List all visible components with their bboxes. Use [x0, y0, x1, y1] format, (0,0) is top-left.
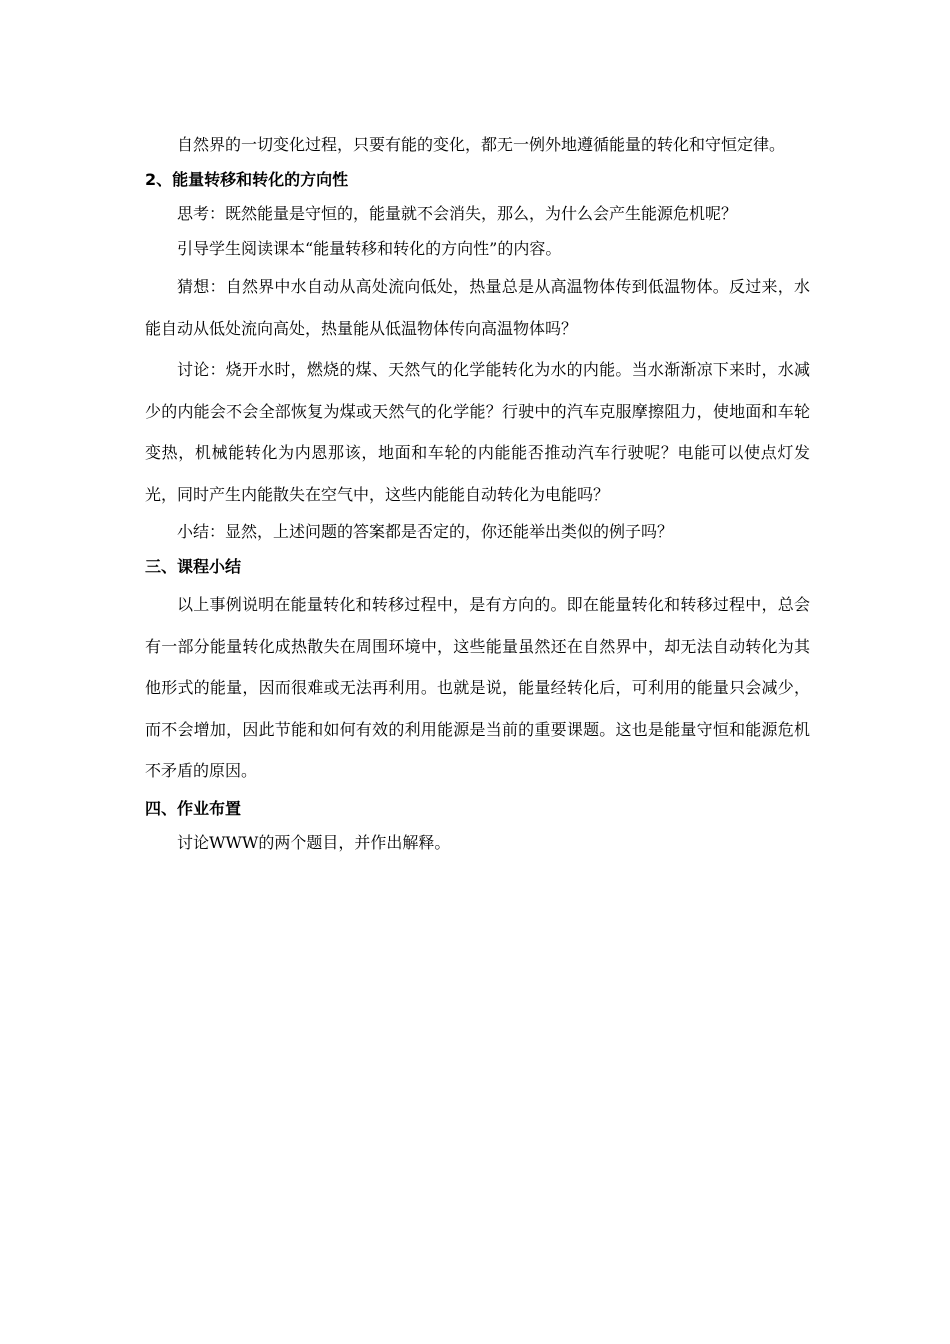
paragraph-homework: 讨论WWW的两个题目，并作出解释。 — [177, 833, 451, 852]
section-heading-course-summary: 三、课程小结 — [145, 556, 242, 576]
paragraph-summary-note: 小结：显然，上述问题的答案都是否定的，你还能举出类似的例子吗？ — [177, 522, 674, 541]
paragraph-course-summary: 以上事例说明在能量转化和转移过程中，是有方向的。即在能量转化和转移过程中，总会有一部分能量转化成热散失在周围环境中，这些能量虽然还在自然界中，却无法自动转化为其他形式的能量，因而很难或无法再利用。也就是说，能量经转化后，可利用的能量只会减少，而不会增加，因此节能和如何有效的利用能源是当前的重要课题。这也是能量守恒和能源危机不矛盾的原因。 — [145, 595, 810, 780]
paragraph-energy-conservation: 自然界的一切变化过程，只要有能的变化，都无一例外地遵循能量的转化和守恒定律。 — [177, 135, 786, 154]
paragraph-guide-reading: 引导学生阅读课本“能量转移和转化的方向性”的内容。 — [177, 238, 562, 258]
document-body — [145, 128, 810, 861]
section-heading-homework: 四、作业布置 — [145, 798, 242, 818]
section-heading-direction: 2、能量转移和转化的方向性 — [145, 169, 349, 189]
paragraph-guess: 猜想：自然界中水自动从高处流向低处，热量总是从高温物体传到低温物体。反过来，水能自动从低处流向高处，热量能从低温物体传向高温物体吗？ — [145, 277, 810, 338]
paragraph-discussion: 讨论：烧开水时，燃烧的煤、天然气的化学能转化为水的内能。当水渐渐凉下来时，水减少的内能会不会全部恢复为煤或天然气的化学能？行驶中的汽车克服摩擦阻力，使地面和车轮变热，机械能转化为内恩那该，地面和车轮的内能能否推动汽车行驶呢？电能可以使点灯发光，同时产生内能散失在空气中，这些内能能自动转化为电能吗？ — [145, 360, 810, 504]
paragraph-think: 思考：既然能量是守恒的，能量就不会消失，那么，为什么会产生能源危机呢？ — [177, 204, 738, 223]
